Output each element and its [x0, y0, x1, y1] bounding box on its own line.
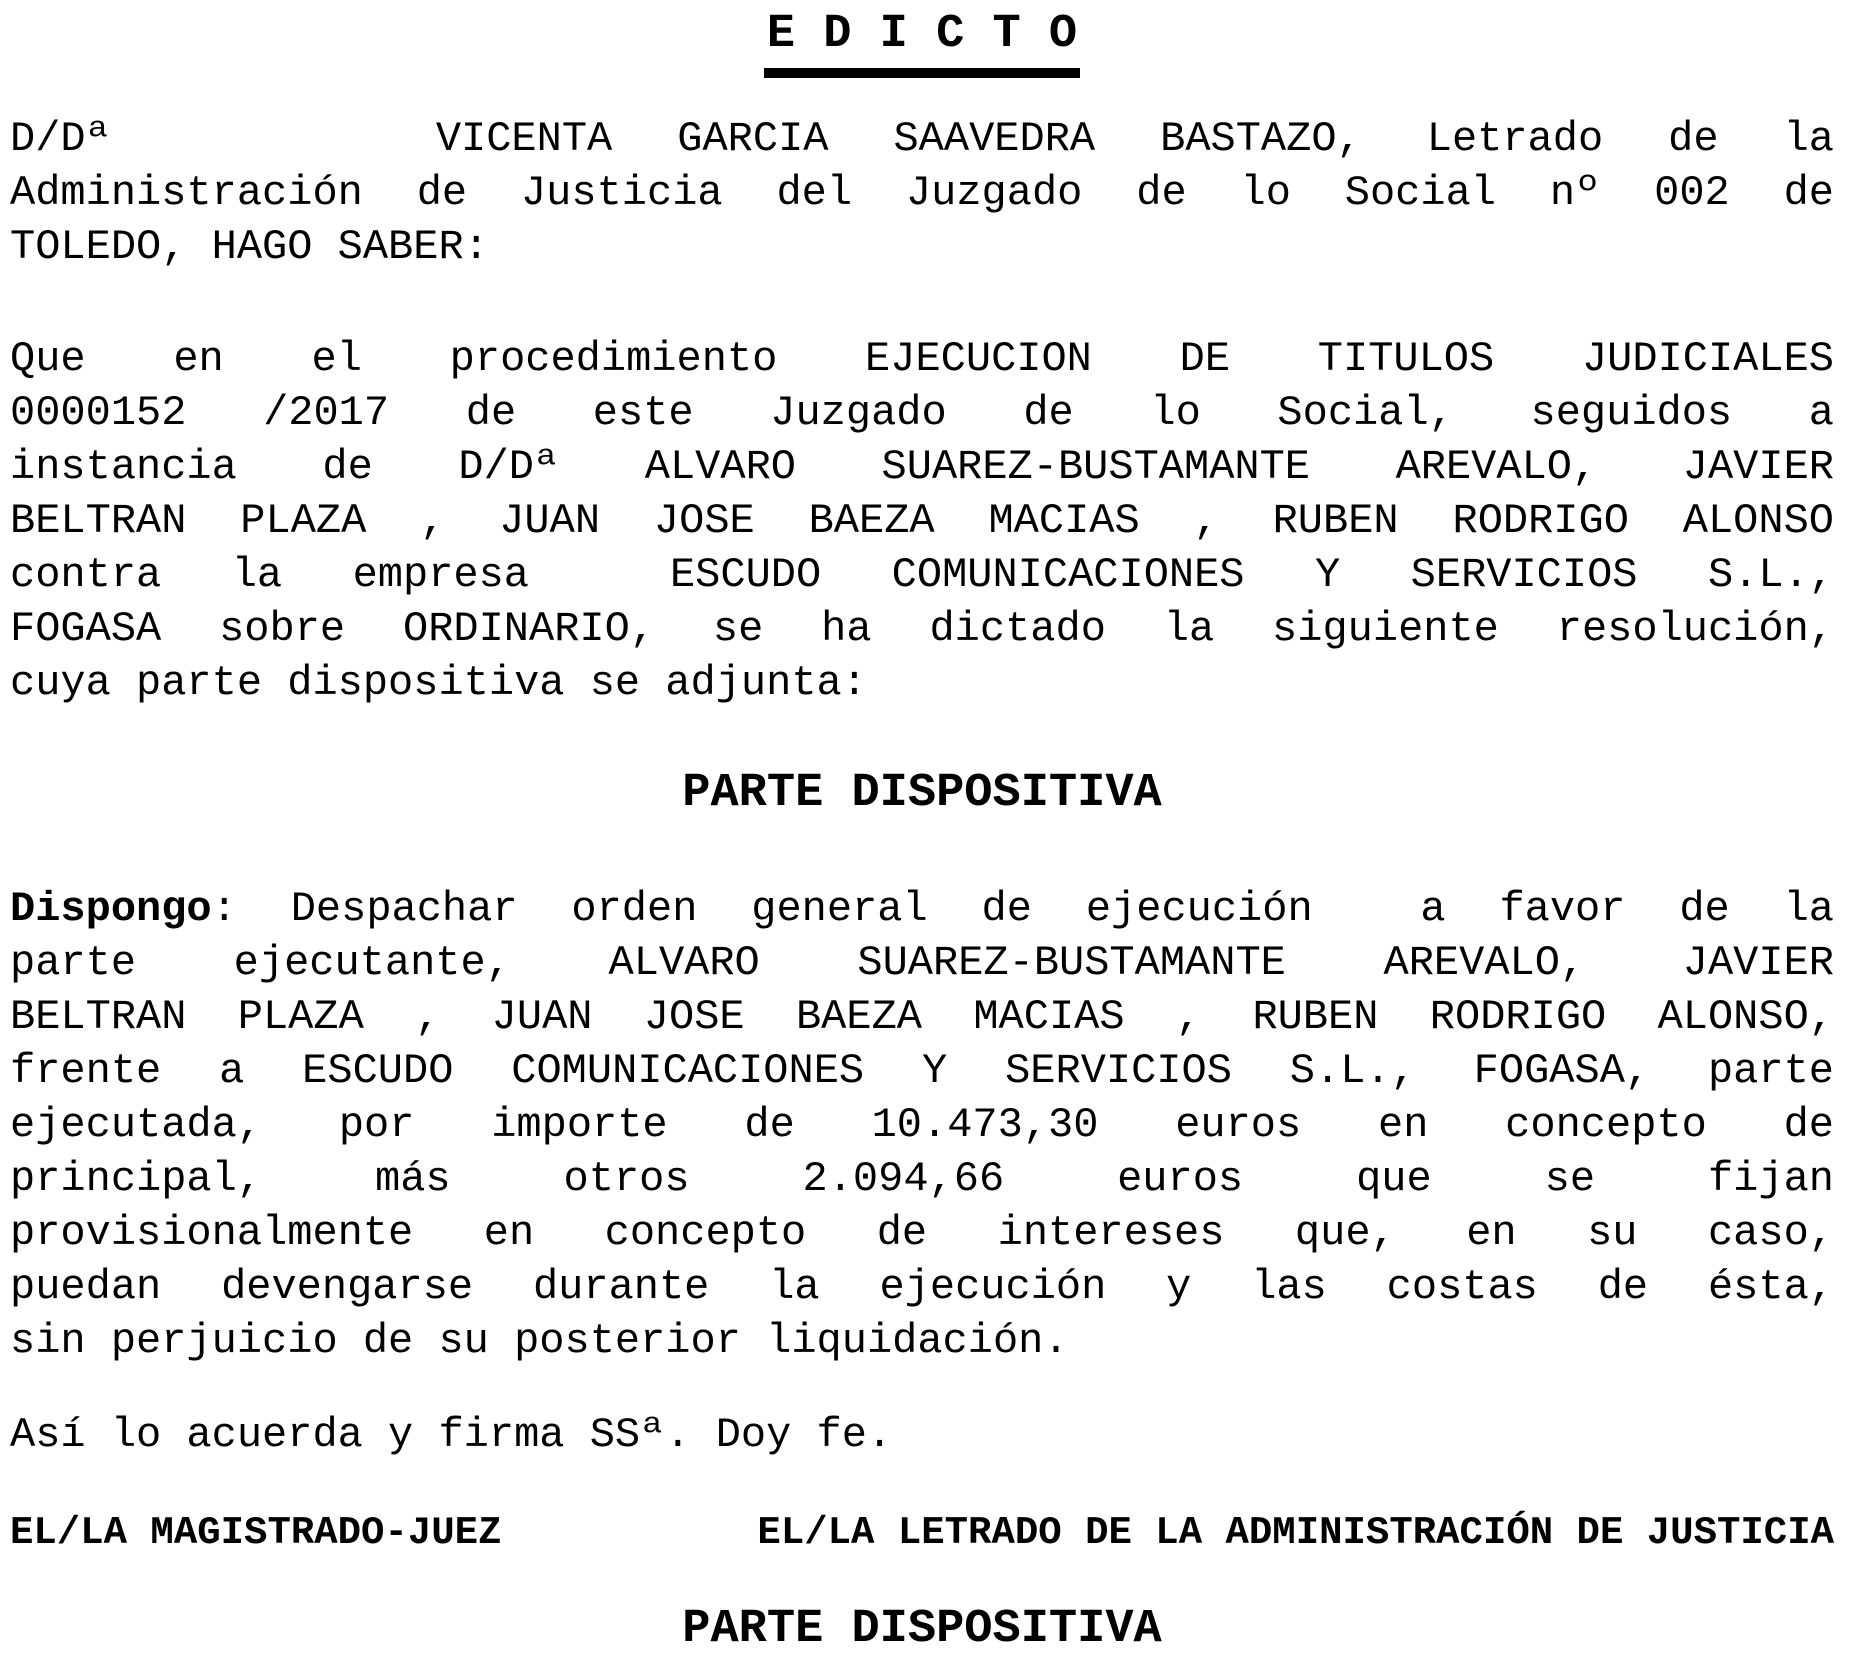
text-line: BELTRAN PLAZA , JUAN JOSE BAEZA MACIAS , RUBEN RODRIGO ALONSO — [10, 497, 1834, 545]
text-line: instancia de D/Dª ALVARO SUAREZ-BUSTAMANTE AREVALO, JAVIER — [10, 443, 1834, 491]
section-heading-parte-dispositiva-bottom: PARTE DISPOSITIVA — [682, 1603, 1162, 1656]
text-line: TOLEDO, HAGO SABER: — [10, 223, 489, 271]
document-title: E D I C T O — [764, 9, 1080, 78]
section-heading-parte-dispositiva: PARTE DISPOSITIVA — [682, 767, 1162, 820]
text-line: FOGASA sobre ORDINARIO, se ha dictado la siguiente resolución, — [10, 605, 1834, 653]
text-line: provisionalmente en concepto de intereses que, en su caso, — [10, 1209, 1834, 1257]
text-line: frente a ESCUDO COMUNICACIONES Y SERVICIOS S.L., FOGASA, parte — [10, 1047, 1834, 1095]
dispongo-lead-text: : Despachar orden general de ejecución a favor de la — [211, 885, 1834, 933]
signature-magistrado-juez: EL/LA MAGISTRADO-JUEZ — [10, 1511, 502, 1555]
paragraph-closing — [10, 1408, 1834, 1462]
text-line: contra la empresa ESCUDO COMUNICACIONES Y SERVICIOS S.L., — [10, 551, 1834, 599]
text-line: principal, más otros 2.094,66 euros que se fijan — [10, 1155, 1834, 1203]
signature-row — [10, 1510, 1834, 1556]
text-line: D/Dª VICENTA GARCIA SAAVEDRA BASTAZO, Letrado de la — [10, 115, 1834, 163]
text-line: ejecutada, por importe de 10.473,30 euros en concepto de — [10, 1101, 1834, 1149]
text-line: 0000152 /2017 de este Juzgado de lo Social, seguidos a — [10, 389, 1834, 437]
text-line: cuya parte dispositiva se adjunta: — [10, 659, 867, 707]
text-line: Así lo acuerda y firma SSª. Doy fe. — [10, 1411, 893, 1459]
text-line: sin perjuicio de su posterior liquidación. — [10, 1317, 1069, 1365]
text-line: puedan devengarse durante la ejecución y las costas de ésta, — [10, 1263, 1834, 1311]
paragraph-dispongo — [10, 882, 1834, 1368]
paragraph-intro — [10, 112, 1834, 274]
text-line: BELTRAN PLAZA , JUAN JOSE BAEZA MACIAS , RUBEN RODRIGO ALONSO, — [10, 993, 1834, 1041]
text-line: Que en el procedimiento EJECUCION DE TITULOS JUDICIALES — [10, 335, 1834, 383]
title-row — [10, 8, 1834, 78]
text-line — [10, 882, 1834, 936]
paragraph-procedure — [10, 332, 1834, 710]
signature-letrado-administracion: EL/LA LETRADO DE LA ADMINISTRACIÓN DE JUSTICIA — [757, 1511, 1834, 1555]
text-line: Administración de Justicia del Juzgado de lo Social nº 002 de — [10, 169, 1834, 217]
text-line: parte ejecutante, ALVARO SUAREZ-BUSTAMANTE AREVALO, JAVIER — [10, 939, 1834, 987]
dispongo-label: Dispongo — [10, 885, 212, 933]
